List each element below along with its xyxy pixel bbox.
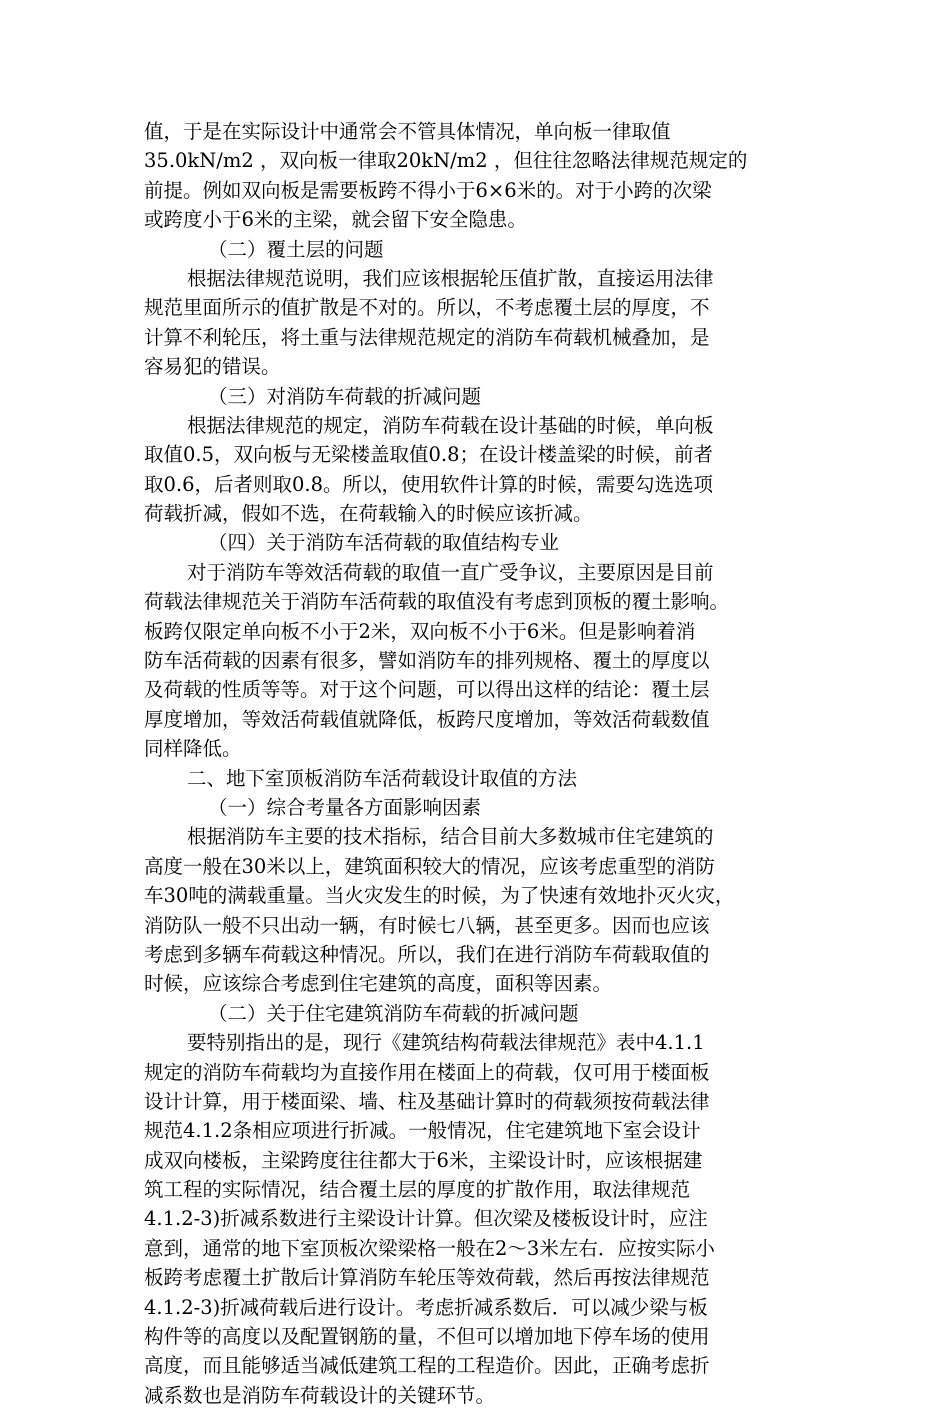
section-heading: （一）综合考量各方面影响因素 [208,795,482,819]
text-line: 规范里面所示的值扩散是不对的。所以，不考虑覆土层的厚度，不 [144,296,710,320]
text-line: 消防队一般不只出动一辆，有时候七八辆，甚至更多。因而也应该 [144,913,710,937]
text-line: 荷载折减，假如不选，在荷载输入的时候应该折减。 [144,502,593,526]
text-line: 考虑到多辆车荷载这种情况。所以，我们在进行消防车荷载取值的 [144,942,710,966]
document-body-text [144,117,816,1410]
text-line: 前提。例如双向板是需要板跨不得小于6×6米的。对于小跨的次梁 [144,178,712,202]
section-heading: （二）覆土层的问题 [208,237,384,261]
text-line: 根据法律规范的规定，消防车荷载在设计基础的时候，单向板 [187,413,714,437]
section-heading: （二）关于住宅建筑消防车荷载的折减问题 [208,1001,579,1025]
text-line: 规范4.1.2条相应项进行折减。一般情况，住宅建筑地下室会设计 [144,1119,701,1143]
text-line: 根据法律规范说明，我们应该根据轮压值扩散，直接运用法律 [187,266,714,290]
text-line: 厚度增加，等效活荷载值就降低，板跨尺度增加，等效活荷载数值 [144,707,710,731]
text-line: 高度，而且能够适当减低建筑工程的工程造价。因此，正确考虑折 [144,1354,710,1378]
text-line: 车30吨的满载重量。当火灾发生的时候，为了快速有效地扑灭火灾， [144,884,735,908]
text-line: 35.0kN/m2 ，双向板一律取20kN/m2 ，但往往忽略法律规范规定的 [144,149,748,173]
text-line: 计算不利轮压，将土重与法律规范规定的消防车荷载机械叠加，是 [144,325,710,349]
text-line: 意到，通常的地下室顶板次梁梁格一般在2～3米左右．应按实际小 [144,1236,715,1260]
text-line: 要特别指出的是，现行《建筑结构荷载法律规范》表中4.1.1 [187,1031,705,1055]
text-line: 根据消防车主要的技术指标，结合目前大多数城市住宅建筑的 [187,825,714,849]
text-line: 设计计算，用于楼面梁、墙、柱及基础计算时的荷载须按荷载法律 [144,1089,710,1113]
text-line: 值，于是在实际设计中通常会不管具体情况，单向板一律取值 [144,120,671,143]
text-line: 防车活荷载的因素有很多，譬如消防车的排列规格、覆土的厚度以 [144,649,710,673]
text-line: 减系数也是消防车荷载设计的关键环节。 [144,1383,496,1407]
text-line: 及荷载的性质等等。对于这个问题，可以得出这样的结论：覆土层 [144,678,710,702]
text-line: 取值0.5，双向板与无梁楼盖取值0.8；在设计楼盖梁的时候，前者 [144,443,714,467]
text-line: 对于消防车等效活荷载的取值一直广受争议，主要原因是目前 [187,560,714,584]
text-line: 4.1.2-3)折减荷载后进行设计。考虑折减系数后．可以减少梁与板 [144,1295,708,1319]
text-line: 板跨仅限定单向板不小于2米，双向板不小于6米。但是影响着消 [144,619,696,643]
text-line: 同样降低。 [144,737,242,761]
text-line: 构件等的高度以及配置钢筋的量，不但可以增加地下停车场的使用 [144,1325,710,1349]
text-line: 规定的消防车荷载均为直接作用在楼面上的荷载，仅可用于楼面板 [144,1060,710,1084]
text-line: 容易犯的错误。 [144,355,281,379]
text-line: 筑工程的实际情况，结合覆土层的厚度的扩散作用，取法律规范 [144,1178,691,1202]
text-line: 高度一般在30米以上，建筑面积较大的情况，应该考虑重型的消防 [144,854,715,878]
text-line: 取0.6，后者则取0.8。所以，使用软件计算的时候，需要勾选选项 [144,472,714,496]
text-line: 或跨度小于6米的主梁，就会留下安全隐患。 [144,208,527,232]
section-heading: （四）关于消防车活荷载的取值结构专业 [208,531,560,555]
text-line: 二、地下室顶板消防车活荷载设计取值的方法 [187,766,578,790]
text-line: 板跨考虑覆土扩散后计算消防车轮压等效荷载，然后再按法律规范 [144,1266,710,1290]
text-line: 4.1.2-3)折减系数进行主梁设计计算。但次梁及楼板设计时，应注 [144,1207,708,1231]
section-heading: （三）对消防车荷载的折减问题 [208,384,482,408]
text-line: 成双向楼板，主梁跨度往往都大于6米，主梁设计时，应该根据建 [144,1148,703,1172]
text-line: 荷载法律规范关于消防车活荷载的取值没有考虑到顶板的覆土影响。 [144,590,730,614]
text-line: 时候，应该综合考虑到住宅建筑的高度，面积等因素。 [144,972,613,996]
